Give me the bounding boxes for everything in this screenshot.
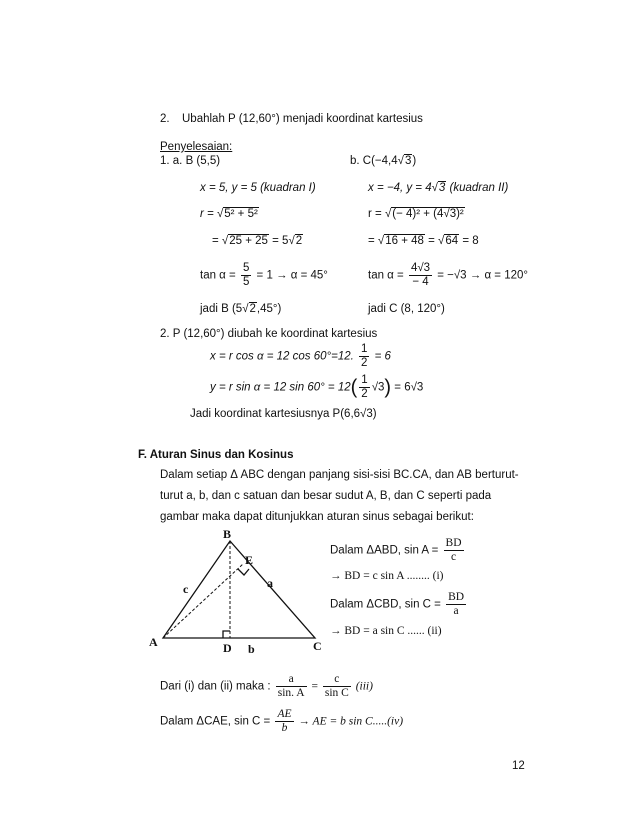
part-1b-r: r = √(− 4)² + (4√3)² [368,208,464,220]
part-1b-r-calc: = √16 + 48 = √64 = 8 [368,235,479,247]
side-c: c [183,582,189,596]
part-1b-result: jadi C (8, 120°) [368,303,445,315]
part-1a-label: 1. a. B (5,5) [160,155,221,167]
rule-sin-c-cae: Dalam ΔCAE, sin C = $\frac{AE}{b}$ → AE = b sin C.....(iv) [160,708,404,734]
vertex-b: B [223,528,232,541]
vertex-d: D [223,641,232,655]
part-1b-tan: tan α = $\frac{4√3}{- 4}$ = −√3 → α = 120° [368,262,529,288]
question-number: 2. [160,113,170,125]
page-number: 12 [512,760,525,772]
rule-sin-a: Dalam ΔABD, sin A = $\frac{BD}{c}$ [330,537,462,563]
rule-bd-c: → BD = c sin A ........ (i) [330,570,444,582]
rule-sine-law: Dari (i) dan (ii) maka : $\frac{a}{\sin. A}$ = $\frac{c}{\text{sin C}}$ (iii) [160,673,373,699]
vertex-e: E [245,553,254,567]
question-text: Ubahlah P (12,60°) menjadi koordinat kartesius [182,113,423,125]
altitude-ae [163,564,243,638]
vertex-c: C [313,639,322,653]
side-b: b [248,642,255,656]
part-1a-r-calc: = √25 + 25 = 5√2 [212,235,303,247]
part-1a-r: r = √5² + 5² [200,208,258,220]
rule-sin-c: Dalam ΔCBD, sin C = $\frac{BD}{a}$ [330,591,465,617]
section-f-para-2: turut a, b, dan c satuan dan besar sudut A, B, dan C seperti pada [160,490,492,502]
section-f-para-1: Dalam setiap Δ ABC dengan panjang sisi-sisi BC.CA, dan AB berturut- [160,469,519,481]
part-1b-coords: x = −4, y = 4√3 (kuadran II) [368,182,509,194]
part-1a-coords: x = 5, y = 5 (kuadran I) [200,182,316,194]
part-1a-result: jadi B (5√2,45°) [200,303,282,315]
section-f-title: F. Aturan Sinus dan Kosinus [138,449,294,461]
part-2-y: y = r sin α = 12 sin 60° = 12( $\frac{1}{2}$ √3) = 6√3 [210,374,424,400]
solution-label: Penyelesaian: [160,141,233,153]
right-angle-d [223,631,230,638]
side-a: a [267,576,273,590]
rule-bd-a: → BD = a sin C ...... (ii) [330,625,442,637]
right-angle-e [238,569,249,575]
part-1b-label: b. C(−4,4√3) [350,155,417,167]
section-f-para-3: gambar maka dapat ditunjukkan aturan sinus sebagai berikut: [160,511,474,523]
part-2-label: 2. P (12,60°) diubah ke koordinat kartesius [160,328,378,340]
part-2-result: Jadi koordinat kartesiusnya P(6,6√3) [190,408,377,420]
triangle-diagram [145,528,330,658]
vertex-a: A [149,635,158,649]
part-1a-tan: tan α = $\frac{5}{5}$ = 1 → α = 45° [200,262,328,288]
part-2-x: x = r cos α = 12 cos 60°=12. $\frac{1}{2}$ = 6 [210,343,391,369]
